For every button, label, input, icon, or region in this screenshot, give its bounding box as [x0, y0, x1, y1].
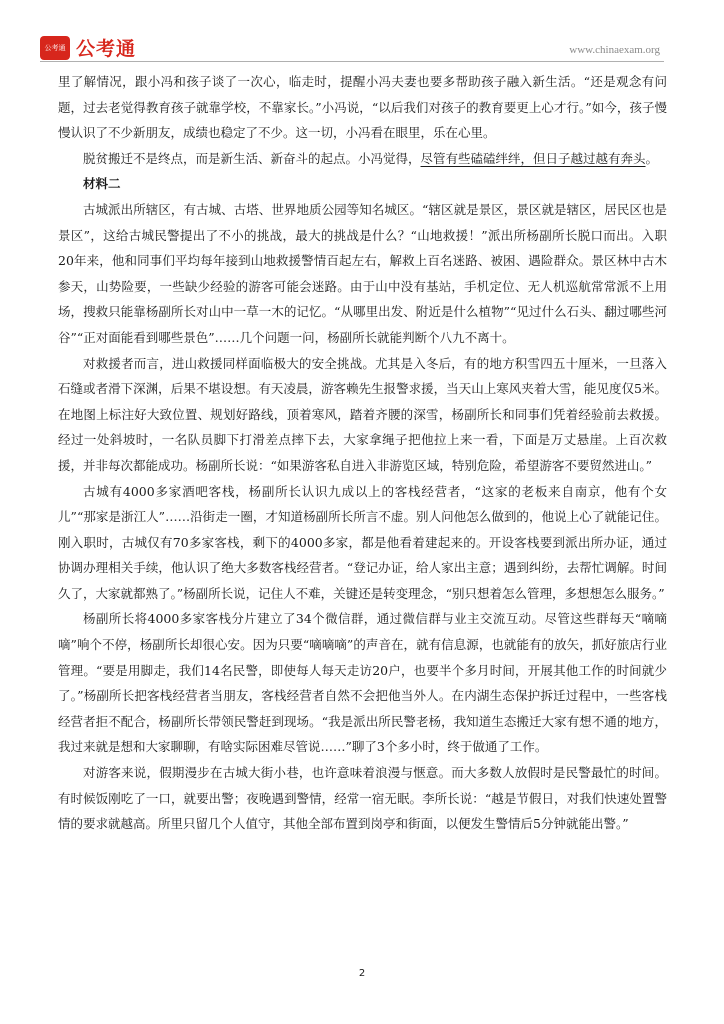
paragraph-4: 对救援者而言，进山救援同样面临极大的安全挑战。尤其是入冬后，有的地方积雪四五十厘米，一旦落入石缝或者滑下深渊，后果不堪设想。有天凌晨，游客赖先生报警求援，当天山上寒风夹着大雪，能见度仅5米。在地图上标注好大致位置、规划好路线，顶着寒风，踏着齐腰的深雪，杨副所长和同事们凭着经验前去救援。经过一处斜坡时，一名队员脚下打滑差点摔下去，大家拿绳子把他拉上来一看，下面是万丈悬崖。上百次救援，并非每次都能成功。杨副所长说：“如果游客私自进入非游览区域，特别危险，希望游客不要贸然进山。”: [58, 355, 667, 473]
paragraph-5: 古城有4000多家酒吧客栈，杨副所长认识九成以上的客栈经营者，“这家的老板来自南京，他有个女儿”“那家是浙江人”……沿街走一圈，才知道杨副所长所言不虚。别人问他怎么做到的，他说上心了就能记住。刚入职时，古城仅有70多家客栈，剩下的4000多家，都是他看着建起来的。开设客栈要到派出所办证，通过协调办理相关手续，他认识了绝大多数客栈经营者。“登记办证，给人家出主意；遇到纠纷，去帮忙调解。时间久了，大家就都熟了。”杨副所长说，记住人不难，关键还是转变理念，“别只想着怎么管理，多想想怎么服务。”: [58, 483, 667, 601]
paragraph-3: 古城派出所辖区，有古城、古塔、世界地质公园等知名城区。“辖区就是景区，景区就是辖区，居民区也是景区”，这给古城民警提出了不小的挑战，最大的挑战是什么？“山地救援！”派出所杨副所长脱口而出。入职20年来，他和同事们平均每年接到山地救援警情百起左右，解救上百名迷路、被困、遇险群众。景区林中古木参天，山势险要，一些缺少经验的游客可能会迷路。由于山中没有基站，手机定位、无人机巡航常常派不上用场，搜救只能靠杨副所长对山中一草一木的记忆。“从哪里出发、附近是什么植物”“见过什么石头、翻过哪些河谷”“正对面能看到哪些景色”……几个问题一问，杨副所长就能判断个八九不离十。: [58, 201, 667, 345]
page-number: 2: [358, 968, 366, 979]
underlined-sentence: 尽管有些磕磕绊绊，但日子越过越有奔头: [420, 150, 646, 166]
logo-text: 公考通: [76, 38, 137, 60]
logo-mark-icon: 公考通: [40, 36, 70, 60]
brand-logo[interactable]: [40, 34, 136, 61]
header-divider: [40, 61, 664, 62]
section-title-material-2: 材料二: [83, 176, 121, 192]
paragraph-2-end: 。: [645, 150, 659, 166]
paragraph-7: 对游客来说，假期漫步在古城大街小巷，也许意味着浪漫与惬意。而大多数人放假时是民警最忙的时间。有时候饭刚吃了一口，就要出警；夜晚遇到警情，经常一宿无眠。李所长说：“越是节假日，对我们快速处置警情的要求就越高。所里只留几个人值守，其他全部布置到岗亭和街面，以便发生警情后5分钟就能出警。”: [58, 765, 667, 832]
paragraph-6: 杨副所长将4000多家客栈分片建立了34个微信群，通过微信群与业主交流互动。尽管这些群每天“嘀嘀嘀”响个不停，杨副所长却很心安。因为只要“嘀嘀嘀”的声音在，就有信息源，也就能有的放矢，抓好旅店行业管理。“要是用脚走，我们14名民警，即使每人每天走访20户，也要半个多月时间，开展其他工作的时间就少了。”杨副所长把客栈经营者当朋友，客栈经营者自然不会把他当外人。在内湖生态保护拆迁过程中，一些客栈经营者拒不配合，杨副所长带领民警赶到现场。“我是派出所民警老杨，我知道生态搬迁大家有想不通的地方，我过来就是想和大家聊聊，有啥实际困难尽管说……”聊了3个多小时，终于做通了工作。: [58, 611, 667, 755]
site-url[interactable]: www.chinaexam.org: [569, 44, 660, 56]
paragraph-1: 里了解情况，跟小冯和孩子谈了一次心，临走时，提醒小冯夫妻也要多帮助孩子融入新生活。“还是观念有问题，过去老觉得教育孩子就靠学校，不靠家长。”小冯说，“以后我们对孩子的教育要更上心才行。”如今，孩子慢慢认识了不少新朋友，成绩也稳定了不少。这一切，小冯看在眼里，乐在心里。: [58, 74, 667, 141]
page-header: [40, 30, 664, 64]
paragraph-2: [58, 146, 667, 172]
document-body: [58, 69, 667, 837]
paragraph-2-lead: 脱贫搬迁不是终点，而是新生活、新奋斗的起点。小冯觉得，: [83, 150, 421, 166]
